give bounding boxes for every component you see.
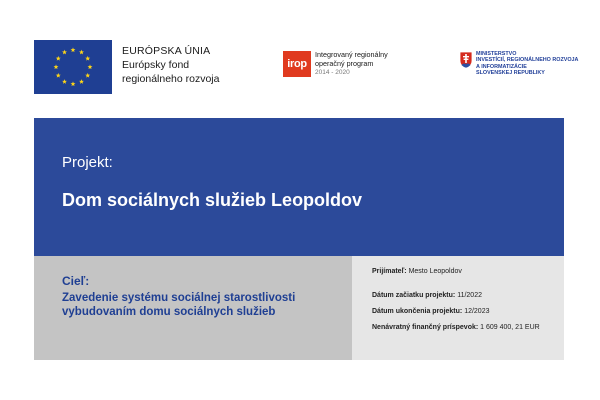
- irop-line2: operačný program: [315, 59, 374, 68]
- grant-line: [372, 324, 540, 331]
- irop-text: [315, 50, 388, 77]
- eu-star: [79, 50, 84, 55]
- irop-line1: Integrovaný regionálny: [315, 50, 388, 59]
- ministry-text: [476, 51, 578, 77]
- eu-flag-icon: [34, 40, 112, 94]
- recipient-line: [372, 268, 462, 275]
- start-date-line: [372, 292, 482, 299]
- irop-years: 2014 - 2020: [315, 69, 350, 76]
- ministry-logo: [459, 51, 578, 77]
- eu-stars: [34, 40, 112, 94]
- goal-text: [62, 291, 342, 319]
- eu-star: [88, 64, 93, 69]
- ministry-line4: SLOVENSKEJ REPUBLIKY: [476, 70, 545, 77]
- ministry-line2: INVESTÍCIÍ, REGIONÁLNEHO ROZVOJA: [476, 57, 579, 64]
- info-panel: [352, 256, 564, 360]
- eu-line3: regionálneho rozvoja: [122, 73, 220, 85]
- project-band: [34, 118, 564, 256]
- end-date-value: 12/2023: [464, 308, 490, 315]
- goal-label: Cieľ:: [62, 274, 90, 288]
- eu-star: [56, 56, 61, 61]
- goal-text-line2: vybudovaním domu sociálnych služieb: [62, 306, 276, 318]
- eu-line2: Európsky fond: [122, 59, 190, 71]
- start-date-value: 11/2022: [457, 292, 482, 299]
- eu-logo: [34, 40, 219, 94]
- recipient-value: Mesto Leopoldov: [408, 268, 462, 275]
- ministry-line3: A INFORMATIZÁCIE: [476, 63, 527, 70]
- eu-star: [56, 73, 61, 78]
- logo-bar: [0, 0, 600, 112]
- irop-logo: [283, 50, 388, 77]
- eu-star: [71, 81, 76, 86]
- project-title: Dom sociálnych služieb Leopoldov: [62, 190, 363, 210]
- eu-star: [54, 64, 59, 69]
- end-date-line: [372, 308, 490, 315]
- eu-star: [62, 50, 67, 55]
- eu-text: [122, 44, 219, 86]
- goal-text-line1: Zavedenie systému sociálnej starostlivosti: [62, 292, 296, 304]
- recipient-label: Prijímateľ:: [372, 268, 407, 275]
- eu-star: [62, 79, 67, 84]
- eu-star: [85, 56, 90, 61]
- eu-star: [79, 79, 84, 84]
- project-label: Projekt:: [62, 154, 113, 171]
- ministry-line1: MINISTERSTVO: [476, 51, 517, 57]
- start-date-label: Dátum začiatku projektu:: [372, 292, 456, 299]
- irop-mark-icon: irop: [283, 51, 311, 77]
- slovak-coat-of-arms-icon: [459, 51, 473, 69]
- grant-label: Nenávratný finančný príspevok:: [372, 324, 479, 331]
- grant-value: 1 609 400, 21 EUR: [480, 324, 540, 331]
- eu-star: [71, 47, 76, 52]
- end-date-label: Dátum ukončenia projektu:: [372, 308, 463, 315]
- eu-line1: EURÓPSKA ÚNIA: [122, 45, 211, 57]
- goal-panel: [34, 256, 352, 360]
- eu-star: [85, 73, 90, 78]
